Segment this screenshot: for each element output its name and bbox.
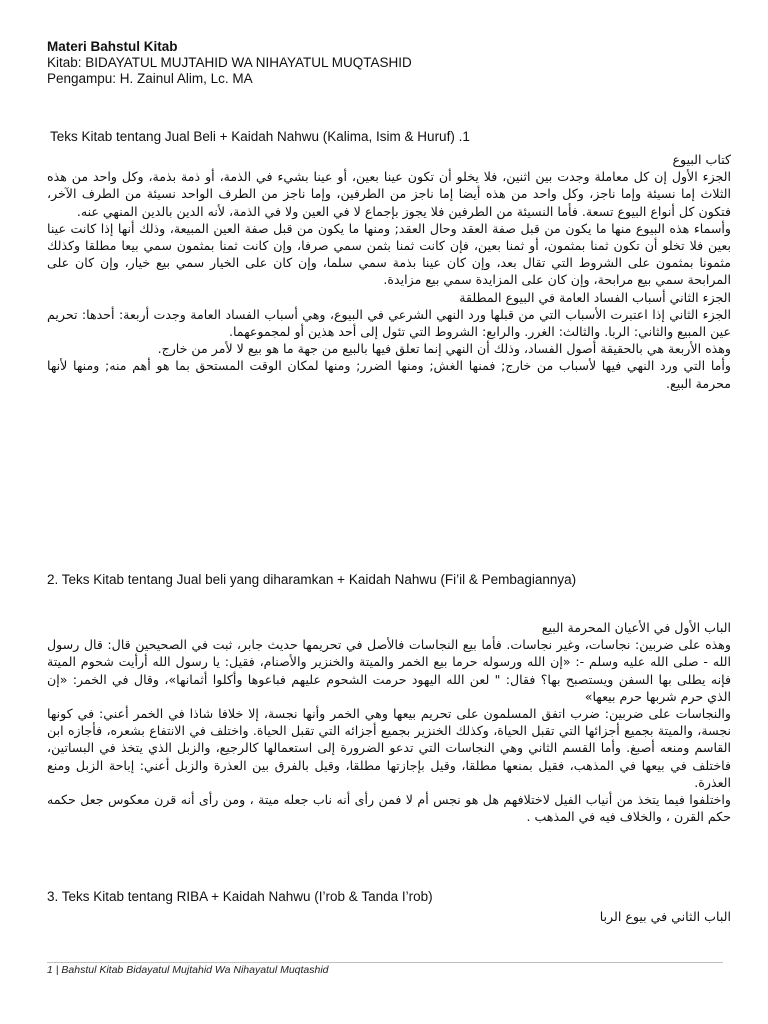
arabic-paragraph: الجزء الأول إن كل معاملة وجدت بين اثنين، فلا يخلو أن تكون عينا بعين، أو عينا بشيء في الذمة، أو ذمة بذمة، وكل واحد من هذه الثلاث إما نسيئة وإما ناجز، وكل واحد من هذه أيضا إما ناجز من الطرفين، وإما ناجز من الطرف الواحد نسيئة من الطرف الآخر، فتكون كل أنواع البيوع تسعة. فأما النسيئة من الطرفين فلا يجوز بإجماع لا في العين ولا في الذمة، لأنه الدين بالدين المنهي عنه. — [47, 169, 731, 219]
pengampu-line: Pengampu: H. Zainul Alim, Lc. MA — [47, 71, 253, 86]
arabic-paragraph: الجزء الثاني أسباب الفساد العامة في البيوع المطلقة — [459, 289, 731, 305]
arabic-paragraph: وهذه الأربعة هي بالحقيقة أصول الفساد، وذلك أن النهي إنما تعلق فيها بالبيع من جهة ما هو بيع لا لأمر من خارج. — [157, 341, 731, 357]
arabic-paragraph: واختلفوا فيما يتخذ من أنياب الفيل لاختلافهم هل هو نجس أم لا فمن رأى أنه ناب جعله ميتة ، ومن رأى أنه قرن معكوس جعل حكمه حكم القرن ، والخلاف فيه في المذهب . — [47, 792, 731, 825]
page-footer: 1 | Bahstul Kitab Bidayatul Mujtahid Wa Nihayatul Muqtashid — [47, 964, 329, 976]
section-1-arabic-text — [47, 151, 731, 392]
section-3-heading: 3. Teks Kitab tentang RIBA + Kaidah Nahwu (I’rob & Tanda I’rob) — [47, 889, 433, 904]
document-header — [47, 39, 727, 87]
section-3-arabic-text — [47, 908, 731, 925]
arabic-paragraph: والنجاسات على ضربين: ضرب اتفق المسلمون على تحريم بيعها وهي الخمر وأنها نجسة، إلا خلافا شاذا في الخمر أعني: في كونها نجسة، والميتة بجميع أجزائها التي تقبل الحياة، وكذلك الخنزير بجميع أجزائه التي تقبل الحياة. واختلف في الانتفاع بشعره، فأجازه ابن القاسم ومنعه أصبغ. وأما القسم الثاني وهي النجاسات التي تدعو الضرورة إلى استعمالها كالرجيع، والزبل الذي يتخذ في البساتين، فاختلف في بيعها في المذهب، فقيل بمنعها مطلقا، وقيل بإجازتها مطلقا، وقيل بالفرق بين العذرة والزبل أعني: إباحة الزبل ومنع العذرة. — [47, 706, 731, 790]
section-1-heading: Teks Kitab tentang Jual Beli + Kaidah Nahwu (Kalima, Isim & Huruf) .1 — [50, 129, 470, 144]
arabic-paragraph: وأسماء هذه البيوع منها ما يكون من قبل صفة العقد وحال العقد; ومنها ما يكون من قبل صفة العين المبيعة، وذلك أنها إذا كانت عينا بعين فلا تخلو أن تكون ثمنا بمثمون، أو ثمنا بعين، فإن كانت ثمنا بثمن سمي صرفا، وإن كانت ثمنا بمثمون سمي بيعا مطلقا وكذلك مثمونا بمثمون على الشروط التي تقال بعد، وإن كان عينا بذمة سمي سلما، وإن كان على الخيار سمي بيع خيار، وإن كان على المرابحة سمي بيع مرابحة، وإن كان على المزايدة سمي بيع مزايدة. — [47, 220, 731, 288]
arabic-paragraph: الباب الأول في الأعيان المحرمة البيع — [541, 620, 731, 635]
kitab-line: Kitab: BIDAYATUL MUJTAHID WA NIHAYATUL MUQTASHID — [47, 55, 412, 70]
arabic-paragraph: كتاب البيوع — [672, 152, 731, 167]
document-title: Materi Bahstul Kitab — [47, 39, 178, 54]
arabic-paragraph: الجزء الثاني إذا اعتبرت الأسباب التي من قبلها ورد النهي الشرعي في البيوع، وهي أسباب الفساد العامة وجدت أربعة: أحدها: تحريم عين المبيع والثاني: الربا. والثالث: الغرر. والرابع: الشروط التي تئول إلى أحد هذين أو لمجموعهما. — [47, 306, 731, 340]
arabic-paragraph: وهذه على ضربين: نجاسات، وغير نجاسات. فأما بيع النجاسات فالأصل في تحريمها حديث جابر، ثبت في الصحيحين قال: قال رسول الله - صلى الله عليه وسلم -: «إن الله ورسوله حرما بيع الخمر والميتة والخنزير والأصنام، فقيل: يا رسول الله أرأيت شحوم الميتة فإنه يطلى بها السفن ويستصبح بها؟ فقال: " لعن الله اليهود حرمت الشحوم عليهم فباعوها وأكلوا أثمانها»، وقال في الخمر: «إن الذي حرم شربها حرم بيعها» — [47, 637, 731, 704]
section-2-heading: 2. Teks Kitab tentang Jual beli yang diharamkan + Kaidah Nahwu (Fi’il & Pembagiannya) — [47, 572, 577, 587]
arabic-paragraph: الباب الثاني في بيوع الربا — [599, 909, 731, 924]
arabic-paragraph: وأما التي ورد النهي فيها لأسباب من خارج; فمنها الغش; ومنها الضرر; ومنها لمكان الوقت المستحق بما هو أهم منه; ومنها لأنها محرمة البيع. — [47, 358, 731, 391]
section-2-arabic-text — [47, 619, 731, 825]
